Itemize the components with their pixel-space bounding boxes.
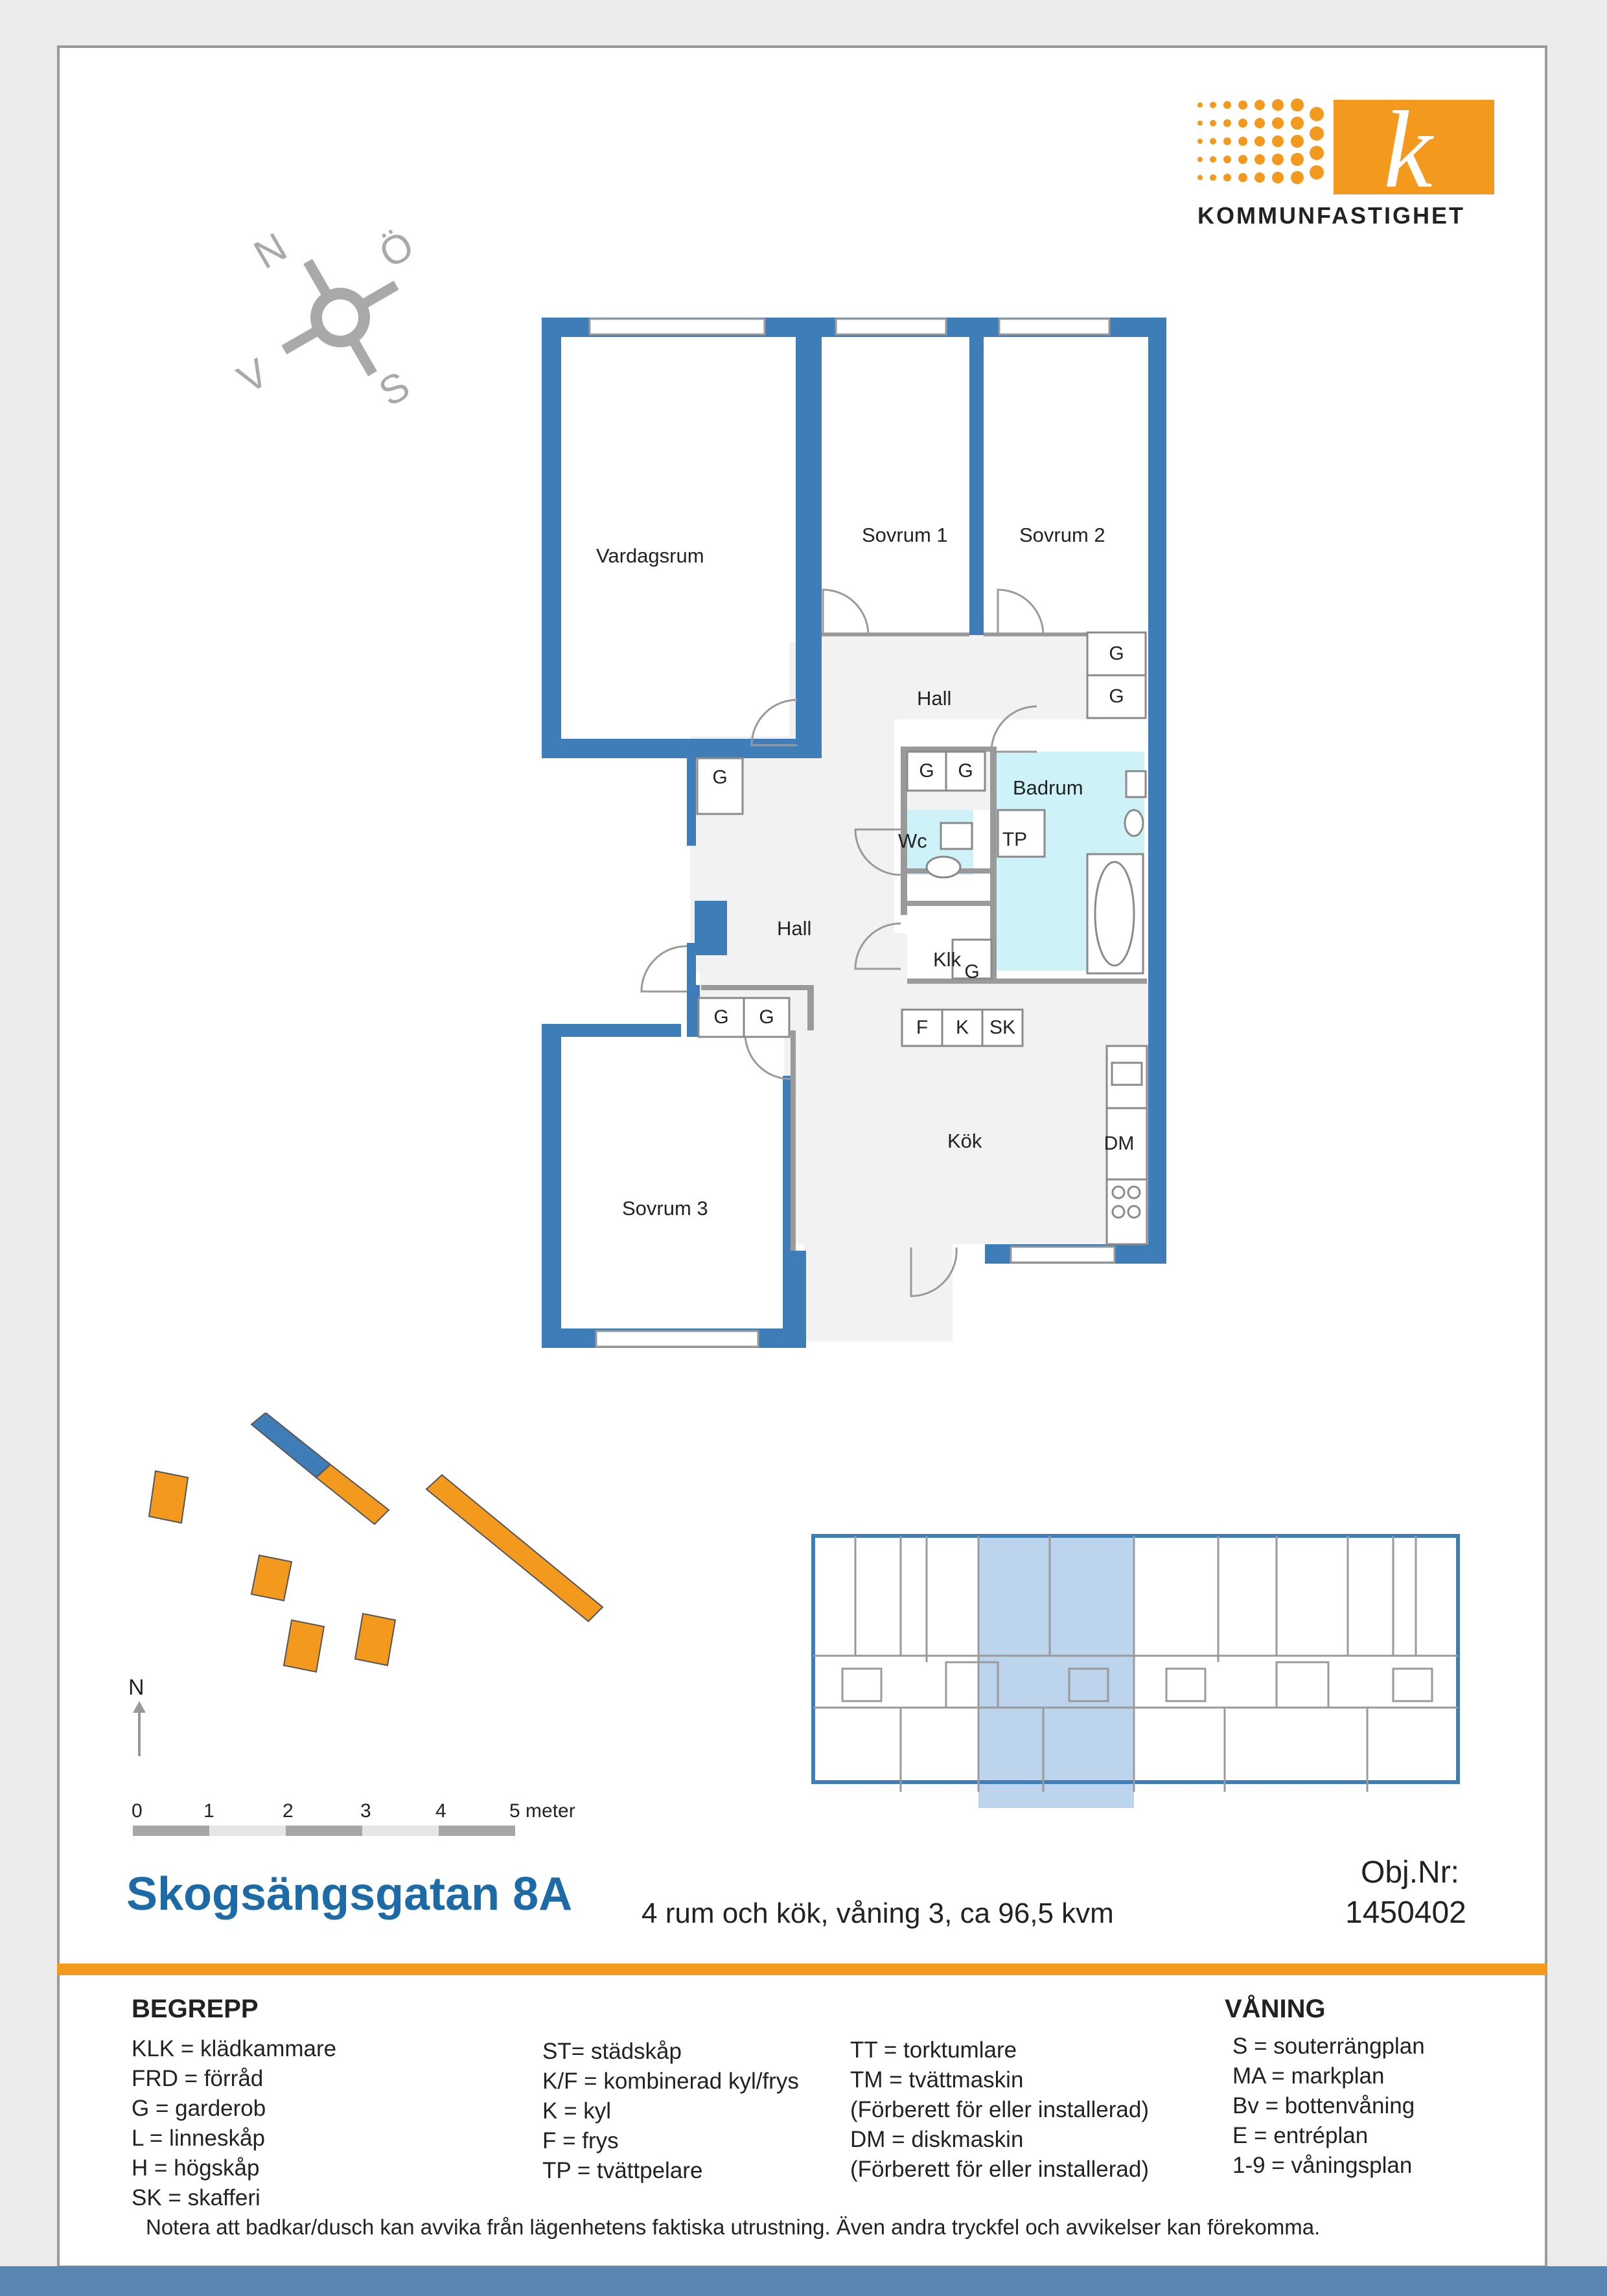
- site-map: [136, 1413, 616, 1776]
- room-kok: Kök: [947, 1130, 982, 1152]
- legend-item: 1-9 = våningsplan: [1232, 2153, 1413, 2178]
- obj-nr-label: Obj.Nr:: [1361, 1855, 1460, 1890]
- legend-item: Bv = bottenvåning: [1232, 2093, 1415, 2118]
- label-g-wardrobe-6: G: [713, 1006, 729, 1028]
- legend-item: K/F = kombinerad kyl/frys: [542, 2069, 799, 2094]
- legend-col-1: [132, 2036, 336, 2215]
- label-dm: DM: [1104, 1133, 1135, 1154]
- room-sovrum2: Sovrum 2: [1019, 524, 1105, 546]
- kommunfastighet-logo: [1192, 97, 1497, 201]
- scale-label-5: 5 meter: [509, 1800, 575, 1822]
- scale-label-2: 2: [283, 1800, 294, 1822]
- apartment-subtitle: 4 rum och kök, våning 3, ca 96,5 kvm: [642, 1897, 1114, 1929]
- room-hall-top: Hall: [917, 687, 952, 710]
- legend-begrepp-title: BEGREPP: [132, 1995, 259, 2023]
- legend-item: E = entréplan: [1232, 2123, 1369, 2148]
- label-g-wardrobe-7: G: [759, 1006, 774, 1028]
- legend-item: ST= städskåp: [542, 2039, 682, 2064]
- legend-item: SK = skafferi: [132, 2185, 260, 2210]
- label-k: K: [955, 1017, 969, 1038]
- apartment-highlight: [978, 1536, 1134, 1808]
- legend-item: (Förberett för eller installerad): [850, 2157, 1149, 2182]
- room-klk: Klk: [933, 948, 962, 971]
- label-g-klk: G: [964, 961, 980, 982]
- obj-nr-value: 1450402: [1345, 1896, 1466, 1930]
- building-key-plan: [810, 1533, 1464, 1818]
- legend-item: TP = tvättpelare: [542, 2158, 703, 2183]
- compass-o-label: Ö: [371, 222, 422, 277]
- compass-n-label: N: [246, 224, 295, 278]
- disclaimer-note: Notera att badkar/dusch kan avvika från lägenhetens faktiska utrustning. Även andra tryckfel och avvikelser kan förekomma.: [146, 2215, 1321, 2239]
- bottom-bar: [0, 2266, 1607, 2296]
- legend-item: (Förberett för eller installerad): [850, 2097, 1149, 2122]
- room-sovrum3: Sovrum 3: [622, 1197, 708, 1220]
- legend-item: F = frys: [542, 2128, 619, 2153]
- scale-label-4: 4: [435, 1800, 446, 1822]
- compass-v-label: V: [230, 350, 276, 402]
- room-wc: Wc: [898, 829, 927, 852]
- legend-item: DM = diskmaskin: [850, 2127, 1024, 2152]
- legend-item: S = souterrängplan: [1232, 2034, 1425, 2059]
- legend-item: G = garderob: [132, 2096, 266, 2121]
- label-sk: SK: [989, 1017, 1016, 1038]
- label-g-wardrobe-4: G: [958, 760, 973, 782]
- legend-item: FRD = förråd: [132, 2066, 264, 2091]
- scale-label-1: 1: [203, 1800, 214, 1822]
- label-tp: TP: [1002, 829, 1028, 850]
- legend-item: TT = torktumlare: [850, 2037, 1017, 2063]
- compass-s-label: S: [371, 363, 417, 415]
- legend-item: K = kyl: [542, 2098, 612, 2124]
- room-hall-main: Hall: [777, 917, 812, 940]
- room-sovrum1: Sovrum 1: [862, 524, 948, 546]
- legend-item: TM = tvättmaskin: [850, 2067, 1024, 2093]
- room-vardagsrum: Vardagsrum: [596, 544, 704, 567]
- scale-label-0: 0: [132, 1800, 143, 1822]
- address-title: Skogsängsgatan 8A: [126, 1868, 573, 1920]
- north-arrow-icon: [130, 1701, 149, 1759]
- scale-bar: [133, 1824, 522, 1837]
- scale-label-3: 3: [360, 1800, 371, 1822]
- label-g-wardrobe-1: G: [1109, 643, 1124, 664]
- label-g-wardrobe-3: G: [919, 760, 934, 782]
- divider-line: [57, 1964, 1547, 1975]
- label-f: F: [916, 1017, 929, 1038]
- label-g-wardrobe-5: G: [712, 767, 728, 788]
- legend-item: KLK = klädkammare: [132, 2036, 337, 2061]
- legend-item: MA = markplan: [1232, 2063, 1385, 2089]
- legend-col-3: [850, 2037, 1149, 2186]
- legend-item: L = linneskåp: [132, 2126, 265, 2151]
- legend-item: H = högskåp: [132, 2155, 260, 2181]
- legend-col-2: [542, 2039, 799, 2188]
- logo-text: KOMMUNFASTIGHET: [1197, 202, 1465, 229]
- site-north-label: N: [128, 1675, 145, 1700]
- room-badrum: Badrum: [1013, 776, 1083, 799]
- legend-vaning-title: VÅNING: [1225, 1995, 1326, 2023]
- label-g-wardrobe-2: G: [1109, 686, 1124, 707]
- legend-col-4: [1232, 2034, 1425, 2183]
- logo-k-letter: k: [1383, 97, 1433, 201]
